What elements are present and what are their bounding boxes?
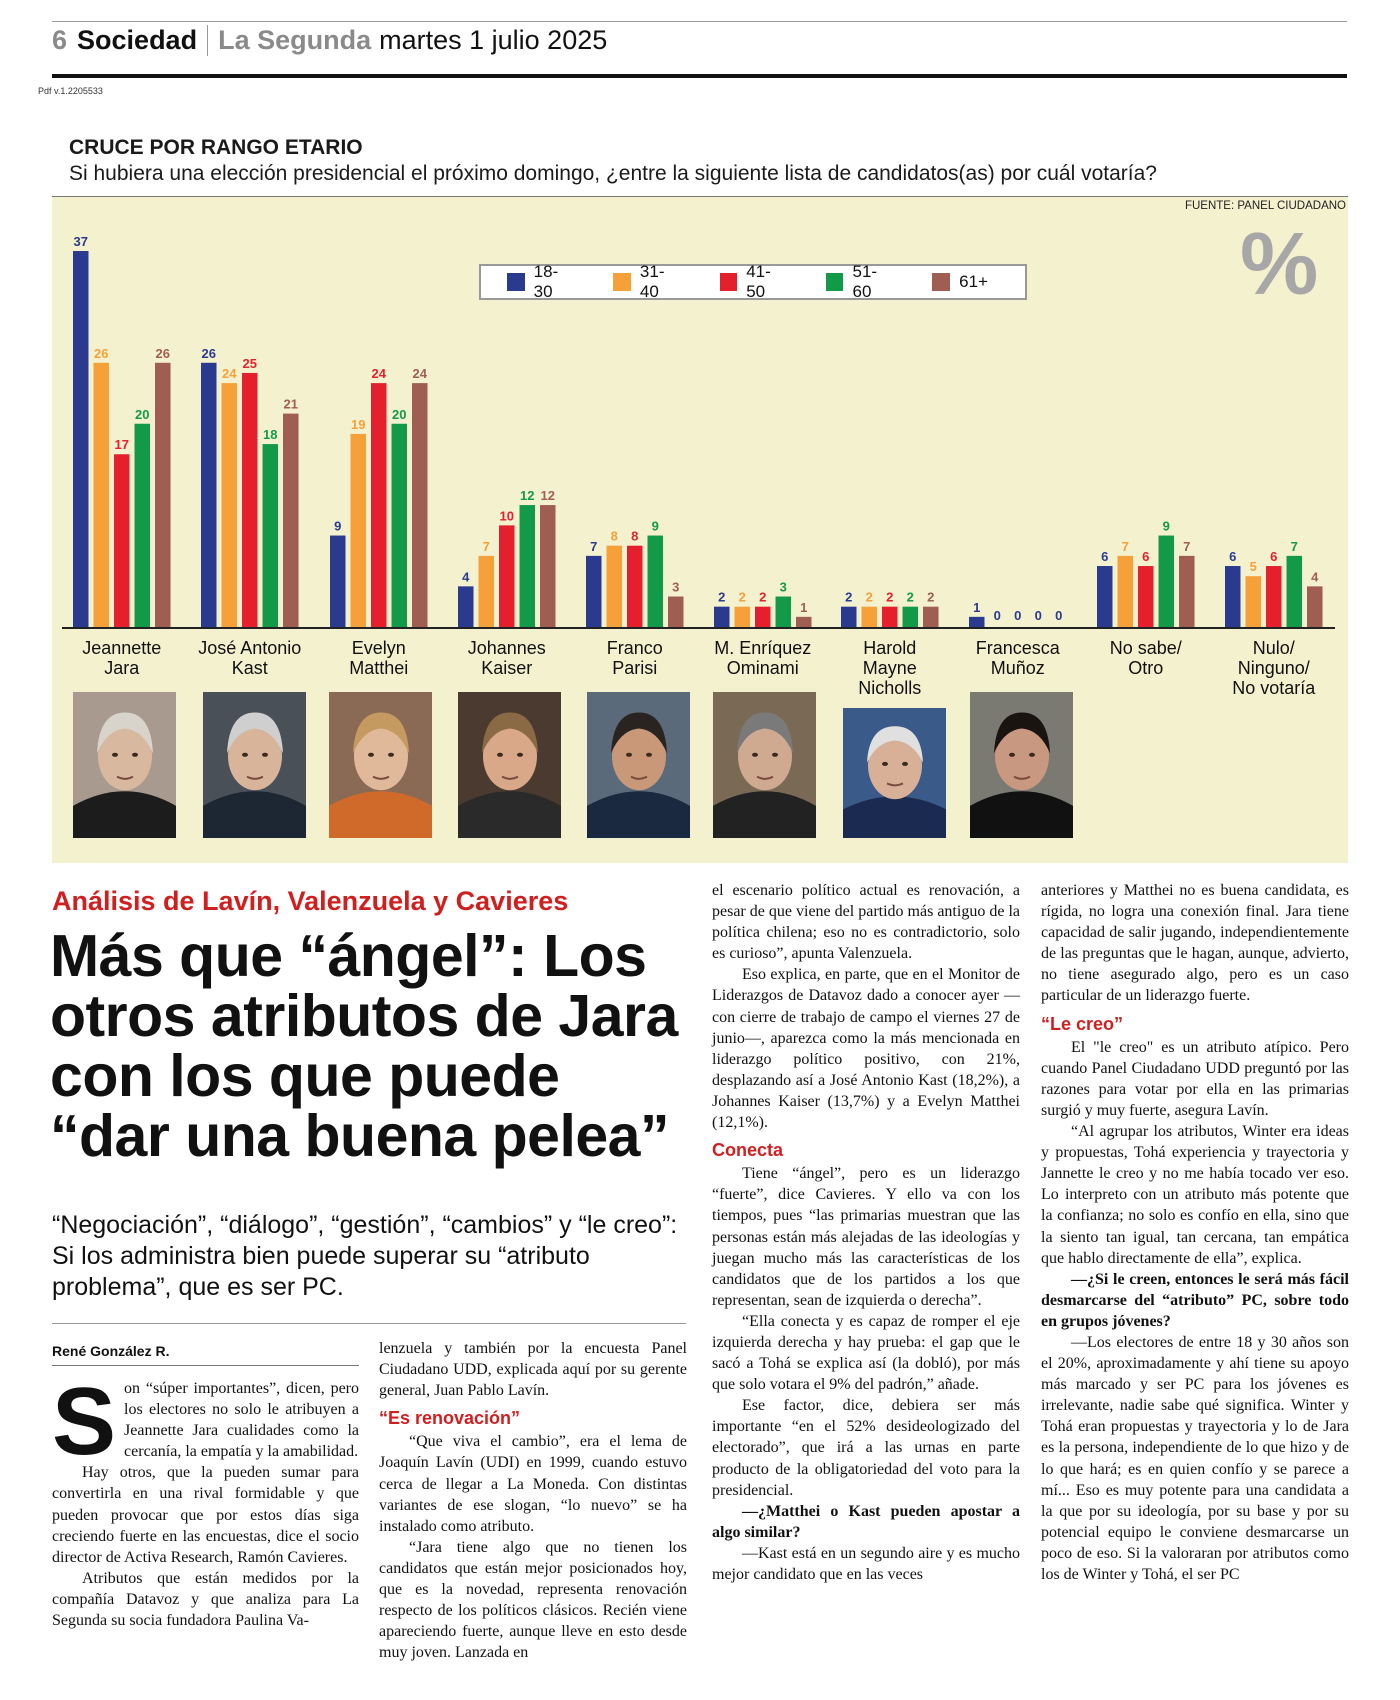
data-label: 2 xyxy=(738,589,746,605)
candidate-photo xyxy=(843,708,946,838)
bar-51-60-5 xyxy=(776,597,792,627)
page-number: 6 xyxy=(52,25,68,55)
data-label: 24 xyxy=(412,366,427,382)
data-label: 20 xyxy=(392,406,407,422)
article-column-2 xyxy=(379,1338,687,1663)
data-label: 6 xyxy=(1101,549,1109,565)
data-label: 6 xyxy=(1142,549,1150,565)
bar-61+-6 xyxy=(923,607,939,627)
bar-18-30-2 xyxy=(330,536,346,627)
data-label: 0 xyxy=(1014,608,1022,623)
bar-51-60-9 xyxy=(1287,556,1303,627)
category-label: Jeannette Jara xyxy=(82,638,162,678)
interview-question: —¿Matthei o Kast pueden apostar a algo similar? xyxy=(712,1502,1020,1541)
bar-61+-2 xyxy=(412,383,428,627)
interview-question: —¿Si le creen, entonces le será más fácil desmarcarse del “atributo” PC, sobre todo en grupos jóvenes? xyxy=(1041,1270,1349,1330)
candidate-photo xyxy=(970,692,1073,838)
category-label: Nulo/ Ninguno/ No votaría xyxy=(1232,638,1316,698)
paragraph: el escenario político actual es renovación, a pesar de que viene del partido más antiguo de la política chilena; eso no es contradictorio, solo es curioso”, apunta Valenzuela. xyxy=(712,882,1020,963)
bar-41-50-6 xyxy=(882,607,898,627)
legend-label: 51-60 xyxy=(852,262,878,301)
bar-41-50-5 xyxy=(755,607,771,627)
bar-51-60-3 xyxy=(520,505,536,627)
category-label: Evelyn Matthei xyxy=(349,638,409,678)
data-label: 10 xyxy=(499,508,514,524)
paragraph: Ese factor, dice, debiera ser más importante “en el 52% desideologizado del electorado”, que irá a las urnas en parte producto de la obligatoriedad del voto para la presidencial. xyxy=(712,1397,1020,1499)
chart-subtitle: Si hubiera una elección presidencial el próximo domingo, ¿entre la siguiente lista de candidatos(as) por cuál votaría? xyxy=(69,162,1157,185)
paragraph: anteriores y Matthei no es buena candidata, es rígida, no logra una conexión final. Jara tiene capacidad de salir jugando, independientemente de las preguntas que le hagan, aunque, advierto, no tiene asegurado algo, pero es un caso particular de un liderazgo fuerte. xyxy=(1041,882,1349,1005)
subheading-le-creo: “Le creo” xyxy=(1041,1013,1124,1034)
bar-31-40-3 xyxy=(479,556,495,627)
candidate-photo xyxy=(713,692,816,838)
article-column-1 xyxy=(52,1368,359,1631)
byline-rule xyxy=(52,1365,359,1366)
bar-51-60-0 xyxy=(135,424,151,627)
data-label: 7 xyxy=(1183,538,1191,554)
data-label: 2 xyxy=(906,589,914,605)
bar-41-50-3 xyxy=(499,525,515,627)
article-byline: René González R. xyxy=(52,1343,170,1359)
data-label: 26 xyxy=(155,345,170,361)
data-label: 9 xyxy=(651,518,659,534)
category-label: M. Enríquez Ominami xyxy=(714,638,812,678)
deck-rule xyxy=(52,1323,686,1324)
data-label: 0 xyxy=(1055,608,1063,623)
data-label: 4 xyxy=(1311,569,1319,585)
bar-31-40-8 xyxy=(1118,556,1134,627)
data-label: 7 xyxy=(1290,538,1298,554)
bar-51-60-6 xyxy=(903,607,919,627)
data-label: 0 xyxy=(1034,608,1042,623)
bar-31-40-9 xyxy=(1246,576,1262,627)
paragraph: Eso explica, en parte, que en el Monitor de Liderazgos de Datavoz dado a conocer ayer —con cierre de trabajo de campo el viernes 27 de junio—, aparezca como la más mencionada en liderazgo político positivo, con 21%, desplazando así a José Antonio Kast (18,2%), a Johannes Kaiser (13,7%) y a Evelyn Matthei (12,1%). xyxy=(712,966,1020,1132)
category-label: Johannes Kaiser xyxy=(467,638,546,678)
bar-18-30-9 xyxy=(1225,566,1241,627)
data-label: 1 xyxy=(800,599,808,615)
data-label: 12 xyxy=(540,488,555,504)
legend-label: 18-30 xyxy=(533,262,559,301)
data-label: 24 xyxy=(371,366,386,382)
bar-61+-1 xyxy=(283,414,299,627)
data-label: 9 xyxy=(1162,518,1170,534)
data-label: 2 xyxy=(927,589,935,605)
bar-18-30-4 xyxy=(586,556,602,627)
bar-61+-8 xyxy=(1179,556,1195,627)
category-label: Harold Mayne Nicholls xyxy=(858,638,922,698)
paragraph: “Jara tiene algo que no tienen los candidatos que están mejor posicionados hoy, que es la novedad, representa renovación respecto de los políticos clásicos. Recién viene apareciendo fuerte, aunque lleve en esto desde muy joven. Lanzada en xyxy=(379,1538,687,1662)
bar-18-30-5 xyxy=(714,607,730,627)
bar-18-30-3 xyxy=(458,586,474,627)
data-label: 17 xyxy=(114,437,129,453)
bar-31-40-5 xyxy=(735,607,751,627)
data-label: 37 xyxy=(73,234,88,249)
data-label: 9 xyxy=(334,518,342,534)
bar-31-40-6 xyxy=(862,607,878,627)
data-label: 2 xyxy=(718,589,726,605)
chart-source: FUENTE: PANEL CIUDADANO xyxy=(1184,200,1346,212)
bar-31-40-0 xyxy=(94,363,110,627)
data-label: 5 xyxy=(1249,559,1257,575)
data-label: 12 xyxy=(520,488,535,504)
subheading-renovacion: “Es renovación” xyxy=(379,1408,521,1429)
bar-18-30-6 xyxy=(841,607,857,627)
candidate-photo xyxy=(458,692,561,838)
legend-label: 41-50 xyxy=(746,262,771,301)
candidate-photo xyxy=(587,692,690,838)
bar-31-40-4 xyxy=(607,546,623,627)
data-label: 24 xyxy=(222,366,237,382)
paragraph: —Los electores de entre 18 y 30 años son el 20%, aproximadamente y ahí tiene su apoyo más marcado y ser PC para los jóvenes es irrelevante, nadie sabe qué significa. Winter y Tohá eran propuestas y trayectoria y lo de Jara es la persona, independiente de lo que hizo y de lo que hará; es en quien confío y se parece a mí... Eso es muy potente para una candidata a la que por su ideología, por su base y por su potencial equipo le conviene desmarcarse un poco de eso. Si la valoraran por atributos como los de Winter y Tohá, el ser PC xyxy=(1041,1333,1349,1583)
data-label: 4 xyxy=(462,569,470,585)
data-label: 6 xyxy=(1270,549,1278,565)
candidate-photo xyxy=(73,692,176,838)
paragraph: “Ella conecta y es capaz de romper el eje izquierda derecha y hay prueba: el gap que le sacó a Tohá se explica así (la dobló), por más que solo votara el 9% del padrón,” añade. xyxy=(712,1312,1020,1394)
bar-51-60-8 xyxy=(1159,536,1175,627)
paragraph: El "le creo" es un atributo atípico. Pero cuando Panel Ciudadano UDD preguntó por las razones para votar por ella en las primarias surgió y muy fuerte, asegura Lavín. xyxy=(1041,1038,1349,1119)
data-label: 0 xyxy=(993,608,1001,623)
chart-title: CRUCE POR RANGO ETARIO xyxy=(69,136,363,159)
bar-18-30-8 xyxy=(1097,566,1113,627)
data-label: 25 xyxy=(242,355,257,371)
category-label: No sabe/ Otro xyxy=(1109,638,1182,678)
data-label: 19 xyxy=(351,416,366,432)
issue-date: martes 1 julio 2025 xyxy=(379,25,608,55)
bar-31-40-1 xyxy=(222,383,238,627)
article-deck: “Negociación”, “diálogo”, “gestión”, “cambios” y “le creo”: Si los administra bien puede superar su “atributo problema”, que es ser PC. xyxy=(52,1211,678,1301)
data-label: 6 xyxy=(1229,549,1237,565)
paragraph: Hay otros, que la pueden sumar para convertirla en una rival formidable y que pueden provocar que por estos días siga creciendo fuerte en las encuestas, dice el socio director de Activa Research, Ramón Cavieres. xyxy=(52,1464,359,1566)
bar-61+-3 xyxy=(540,505,556,627)
article-headline: Más que “ángel”: Los otros atributos de Jara con los que puede “dar una buena pelea” xyxy=(50,923,678,1169)
publication-name: La Segunda xyxy=(218,25,372,55)
bar-51-60-1 xyxy=(263,444,279,627)
bar-51-60-4 xyxy=(648,536,664,627)
category-label: José Antonio Kast xyxy=(198,638,302,678)
data-label: 2 xyxy=(759,589,767,605)
bar-41-50-4 xyxy=(627,546,643,627)
data-label: 21 xyxy=(283,396,298,412)
bar-61+-4 xyxy=(668,597,684,627)
bar-61+-9 xyxy=(1307,586,1323,627)
candidate-photo xyxy=(329,692,432,838)
data-label: 18 xyxy=(263,427,278,443)
category-label: Franco Parisi xyxy=(606,638,663,678)
paragraph: Atributos que están medidos por la compañía Datavoz y que analiza para La Segunda su socia fundadora Paulina Va- xyxy=(52,1569,359,1630)
legend-label: 61+ xyxy=(959,272,988,291)
bar-18-30-0 xyxy=(73,251,89,627)
bar-41-50-0 xyxy=(114,454,130,627)
bar-18-30-7 xyxy=(969,617,985,627)
article-kicker: Análisis de Lavín, Valenzuela y Cavieres xyxy=(52,886,569,916)
data-label: 2 xyxy=(845,589,853,605)
data-label: 7 xyxy=(1121,538,1129,554)
pdf-version: Pdf v.1.2205533 xyxy=(38,86,103,96)
subheading-conecta: Conecta xyxy=(712,1140,784,1161)
data-label: 26 xyxy=(201,345,216,361)
article-column-3 xyxy=(712,880,1020,1585)
paragraph: —Kast está en un segundo aire y es mucho mejor candidato que en las veces xyxy=(712,1544,1020,1583)
data-label: 8 xyxy=(610,528,618,544)
data-label: 7 xyxy=(482,538,490,554)
paragraph: on “súper importantes”, dicen, pero los electores no solo le atribuyen a Jeannette Jara cualidades como la cercanía, la empatía y la amabilidad. xyxy=(124,1380,359,1461)
data-label: 2 xyxy=(886,589,894,605)
bar-41-50-8 xyxy=(1138,566,1154,627)
bar-61+-0 xyxy=(155,363,171,627)
data-label: 1 xyxy=(973,599,981,615)
category-label: Francesca Muñoz xyxy=(975,638,1060,678)
drop-cap: S xyxy=(52,1368,117,1475)
data-label: 3 xyxy=(672,579,680,595)
paragraph: “Que viva el cambio”, era el lema de Joaquín Lavín (UDI) en 1999, cuando estuvo cerca de llegar a La Moneda. Con distintas variantes de ese slogan, “lo nuevo” se ha instalado como atributo. xyxy=(379,1433,687,1535)
data-label: 3 xyxy=(779,579,787,595)
data-label: 26 xyxy=(94,345,109,361)
bar-41-50-1 xyxy=(242,373,258,627)
article-column-4 xyxy=(1041,880,1349,1585)
bar-18-30-1 xyxy=(201,363,217,627)
legend-label: 31-40 xyxy=(639,262,665,301)
section-name: Sociedad xyxy=(77,25,208,56)
paragraph: lenzuela y también por la encuesta Panel Ciudadano UDD, explicada aquí por su gerente general, Juan Pablo Lavín. xyxy=(379,1340,687,1400)
bar-41-50-9 xyxy=(1266,566,1282,627)
bar-61+-5 xyxy=(796,617,812,627)
data-label: 20 xyxy=(135,406,150,422)
paragraph: Tiene “ángel”, pero es un liderazgo “fuerte”, dice Cavieres. Y ello va con los tiempos, pues “las primarias muestran que las personas están más alejadas de las ideologías y juegan mucho más las características de los candidatos que de los partidos a los que representan, sean de izquierda o derecha”. xyxy=(712,1165,1020,1309)
percent-unit-mark: % xyxy=(1240,214,1319,313)
data-label: 8 xyxy=(631,528,639,544)
paragraph: “Al agrupar los atributos, Winter era ideas y propuestas, Tohá experiencia y trayectoria y Jannette le creo y no me había tocado ver eso. Lo interpreto con un atributo más potente que la confianza; no solo es confío en ella, sino que la siento tan igual, tan cercana, tan empática que hablo directamente de ella”, explica. xyxy=(1041,1123,1349,1267)
bar-41-50-2 xyxy=(371,383,387,627)
data-label: 2 xyxy=(865,589,873,605)
bar-31-40-2 xyxy=(351,434,367,627)
candidate-photo xyxy=(203,692,306,838)
data-label: 7 xyxy=(590,538,598,554)
bar-51-60-2 xyxy=(392,424,408,627)
